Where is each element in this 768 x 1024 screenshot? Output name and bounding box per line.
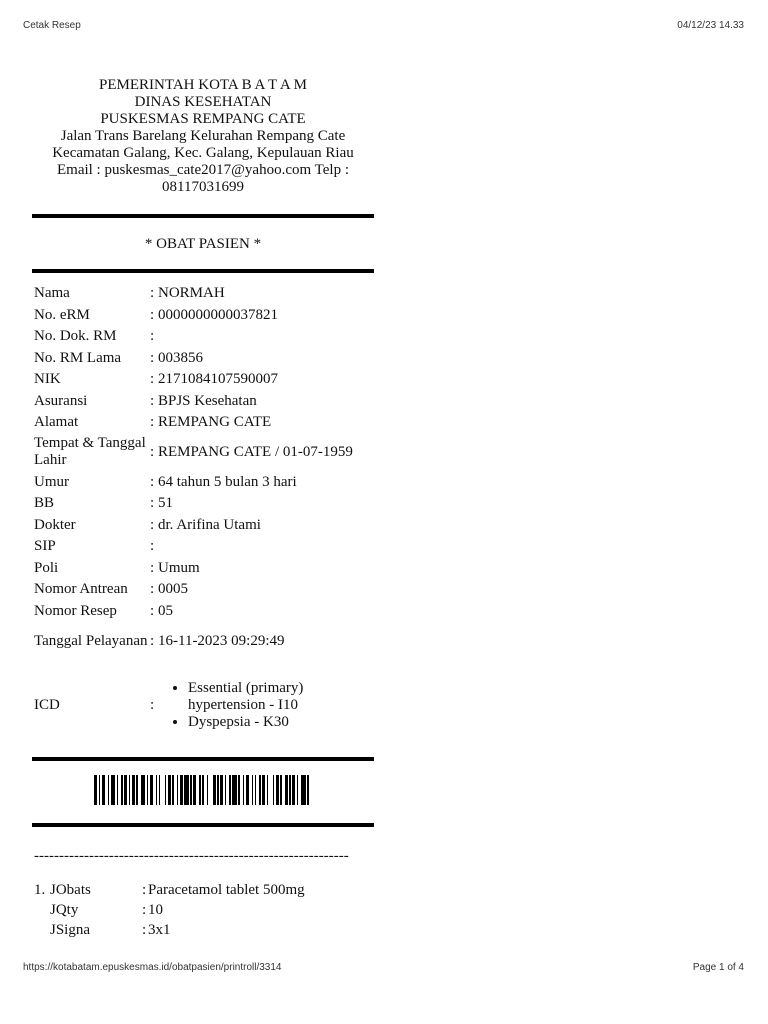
field-value: 0005 xyxy=(158,581,188,597)
field-label: No. Dok. RM xyxy=(34,328,117,344)
field-label: No. RM Lama xyxy=(34,350,122,366)
row-poli xyxy=(34,560,372,577)
row-nama xyxy=(34,285,372,302)
print-datetime: 04/12/23 14.33 xyxy=(677,20,744,31)
row-dokter xyxy=(34,517,372,534)
row-bb xyxy=(34,495,372,512)
print-url: https://kotabatam.epuskesmas.id/obatpasien/printroll/3314 xyxy=(23,962,282,973)
medication-jobats xyxy=(34,882,372,899)
field-separator: : xyxy=(150,538,155,554)
barcode xyxy=(94,775,312,805)
row-icd xyxy=(34,678,372,732)
row-resep xyxy=(34,603,372,620)
icd-item: • Dyspepsia - K30 xyxy=(188,714,372,731)
row-asuransi xyxy=(34,393,372,410)
field-value: 2171084107590007 xyxy=(158,371,278,387)
divider-rule xyxy=(32,269,374,273)
header-phone: 08117031699 xyxy=(162,179,244,195)
field-separator: : xyxy=(150,328,155,344)
field-value: 003856 xyxy=(158,350,203,366)
field-value: BPJS Kesehatan xyxy=(158,393,257,409)
field-separator: : xyxy=(150,350,155,366)
row-pelayanan xyxy=(34,624,372,658)
medication-jqty xyxy=(34,902,372,919)
row-alamat xyxy=(34,414,372,431)
medication-jsigna xyxy=(34,922,372,939)
header-clinic: PUSKESMAS REMPANG CATE xyxy=(100,111,306,127)
field-label: Asuransi xyxy=(34,393,88,409)
field-label: Alamat xyxy=(34,414,79,430)
field-separator: : xyxy=(150,517,155,533)
field-separator: : xyxy=(150,581,155,597)
field-label: Umur xyxy=(34,474,69,490)
field-separator: : xyxy=(150,414,155,430)
icd-item: • Essential (primary) hypertension - I10 xyxy=(188,680,372,714)
field-value: REMPANG CATE / 01-07-1959 xyxy=(158,443,353,460)
field-separator: : xyxy=(150,285,155,301)
field-value: 3x1 xyxy=(148,922,171,938)
field-label: Dokter xyxy=(34,517,76,533)
print-footer xyxy=(23,962,744,973)
field-label: Tempat & Tanggal Lahir xyxy=(34,435,146,468)
divider-rule xyxy=(32,823,374,827)
field-separator: : xyxy=(142,902,147,918)
medication-number: 1. xyxy=(34,882,46,898)
field-label: BB xyxy=(34,495,55,511)
receipt-title: * OBAT PASIEN * xyxy=(144,236,262,252)
field-separator: : xyxy=(150,495,155,511)
field-separator: : xyxy=(142,922,147,938)
field-separator: : xyxy=(150,443,155,460)
header-government: PEMERINTAH KOTA B A T A M xyxy=(99,77,307,93)
icd-list xyxy=(158,680,372,731)
field-value: NORMAH xyxy=(158,285,225,301)
field-label: Poli xyxy=(34,560,59,576)
header-contact: Email : puskesmas_cate2017@yahoo.com Telp : xyxy=(56,162,349,178)
row-umur xyxy=(34,474,372,491)
field-label: Tanggal Pelayanan xyxy=(34,632,148,649)
field-label: Nomor Resep xyxy=(34,603,117,619)
header-address: Jalan Trans Barelang Kelurahan Rempang Cate xyxy=(60,128,346,144)
field-separator: : xyxy=(150,560,155,576)
field-label: Nama xyxy=(34,285,70,301)
row-dok-rm xyxy=(34,328,372,345)
dashed-divider: --------------------------------------------------------------- xyxy=(34,848,349,864)
header-district: Kecamatan Galang, Kec. Galang, Kepulauan Riau xyxy=(52,145,354,161)
barcode-bar xyxy=(309,775,312,805)
field-value xyxy=(158,538,372,555)
divider-rule xyxy=(32,757,374,761)
row-nik xyxy=(34,371,372,388)
field-value: 16-11-2023 09:29:49 xyxy=(158,632,285,649)
field-label: NIK xyxy=(34,371,61,387)
field-value xyxy=(158,680,372,731)
field-label: SIP xyxy=(34,538,56,554)
row-sip xyxy=(34,538,372,555)
row-antrean xyxy=(34,581,372,598)
field-separator: : xyxy=(150,474,155,490)
row-erm xyxy=(34,307,372,324)
row-rm-lama xyxy=(34,350,372,367)
field-label: JSigna xyxy=(50,922,91,938)
field-separator: : xyxy=(150,696,155,713)
field-value: 0000000000037821 xyxy=(158,307,278,323)
field-value: dr. Arifina Utami xyxy=(158,517,261,533)
divider-rule xyxy=(32,214,374,218)
field-separator: : xyxy=(150,393,155,409)
field-label: JQty xyxy=(50,902,79,918)
field-separator: : xyxy=(150,371,155,387)
field-label: Nomor Antrean xyxy=(34,581,128,597)
field-separator: : xyxy=(150,632,155,649)
field-separator: : xyxy=(150,603,155,619)
field-value xyxy=(158,328,372,345)
field-value: REMPANG CATE xyxy=(158,414,272,430)
row-ttl xyxy=(34,435,372,469)
field-value: 05 xyxy=(158,603,173,619)
field-separator: : xyxy=(150,307,155,323)
field-value: 64 tahun 5 bulan 3 hari xyxy=(158,474,297,490)
field-label: No. eRM xyxy=(34,307,90,323)
field-label: JObats xyxy=(50,882,91,898)
print-title: Cetak Resep xyxy=(23,20,81,31)
print-header xyxy=(23,20,744,31)
field-value: Umum xyxy=(158,560,200,576)
field-separator: : xyxy=(142,882,147,898)
print-page-number: Page 1 of 4 xyxy=(692,962,744,973)
field-value: 51 xyxy=(158,495,173,511)
field-label: ICD xyxy=(34,696,60,713)
field-value: Paracetamol tablet 500mg xyxy=(148,882,305,898)
receipt-header xyxy=(32,77,374,196)
header-department: DINAS KESEHATAN xyxy=(134,94,272,110)
field-value: 10 xyxy=(148,902,163,918)
